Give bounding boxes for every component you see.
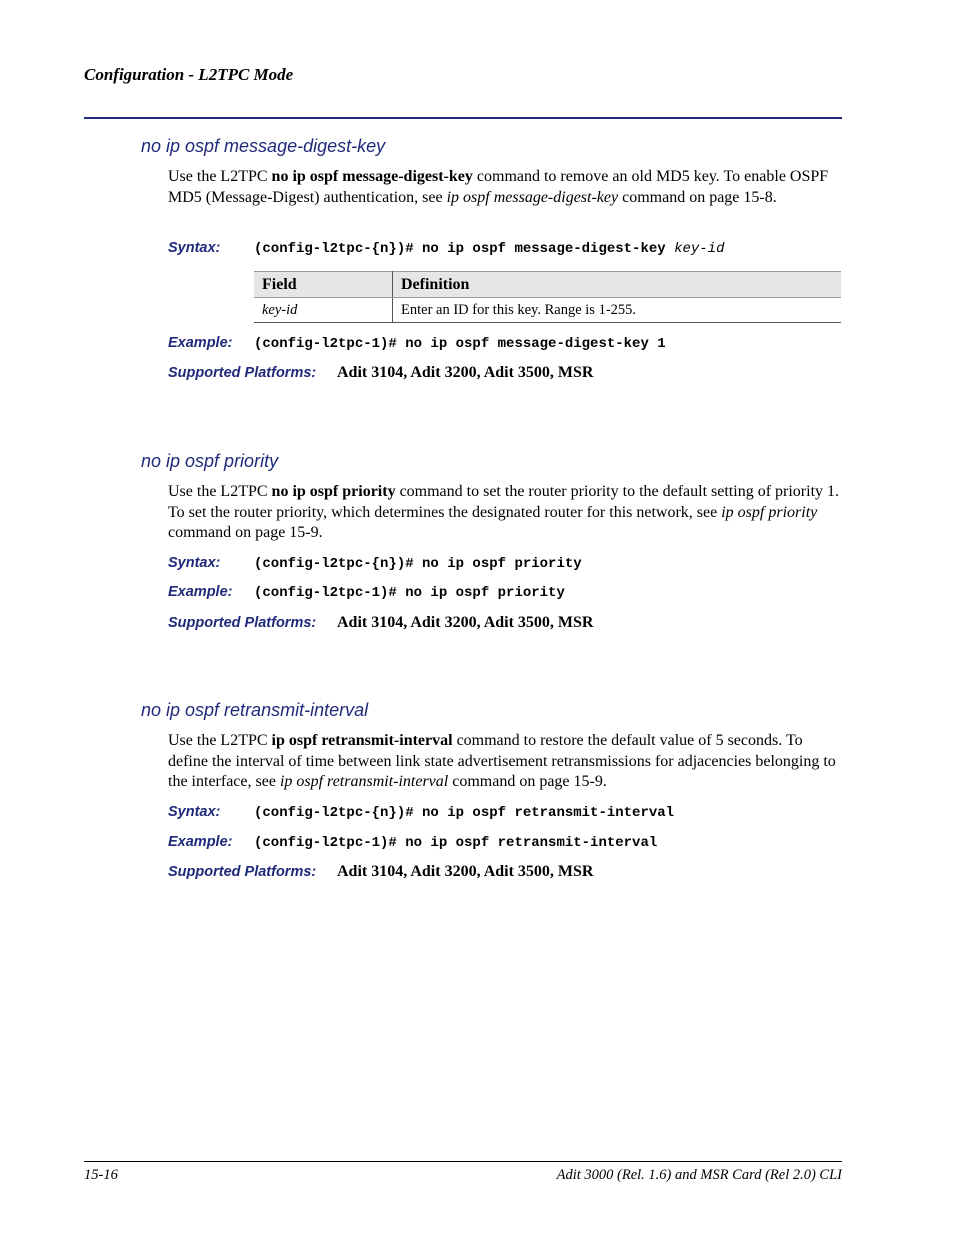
table-header-field: Field (254, 272, 393, 298)
para-text: command to remove an old MD5 key. To enable OSPF MD5 (Message-Digest) authentication, see (168, 168, 829, 206)
syntax-code (254, 241, 725, 257)
platforms-label: Supported Platforms: (168, 864, 317, 880)
document-title: Adit 3000 (Rel. 1.6) and MSR Card (Rel 2.0) CLI (556, 1167, 842, 1183)
platforms-list: Adit 3104, Adit 3200, Adit 3500, MSR (337, 364, 594, 381)
para-text: Use the L2TPC (168, 168, 272, 185)
example-code: (config-l2tpc-1)# no ip ospf retransmit-interval (254, 835, 658, 851)
table-row (254, 298, 841, 323)
description-paragraph (168, 731, 842, 793)
section-title: no ip ospf retransmit-interval (141, 700, 369, 720)
syntax-code: (config-l2tpc-{n})# no ip ospf priority (254, 556, 582, 572)
para-text: Use the L2TPC (168, 732, 272, 749)
command-reference: ip ospf priority (721, 503, 818, 521)
running-header: Configuration - L2TPC Mode (84, 65, 294, 84)
para-text: command to restore the default value of 5 seconds. To define the interval of time between link state advertisement retransmissions for adjacencies belonging to the interface, see (168, 732, 836, 790)
footer-rule (84, 1161, 842, 1162)
platforms-label: Supported Platforms: (168, 365, 317, 381)
command-name: ip ospf retransmit-interval (271, 732, 453, 749)
syntax-command: (config-l2tpc-{n})# no ip ospf message-digest-key (254, 241, 675, 257)
para-text: Use the L2TPC (168, 483, 272, 500)
para-text: command on page 15-9. (448, 773, 607, 790)
header-rule (84, 117, 842, 119)
section-title: no ip ospf priority (141, 451, 279, 471)
syntax-label: Syntax: (168, 555, 221, 571)
platforms-list: Adit 3104, Adit 3200, Adit 3500, MSR (337, 614, 594, 631)
command-reference: ip ospf message-digest-key (446, 188, 619, 206)
command-reference: ip ospf retransmit-interval (279, 773, 449, 790)
table-header-row (254, 272, 841, 298)
field-definition-table (254, 271, 841, 323)
syntax-argument: key-id (674, 241, 725, 257)
section-title: no ip ospf message-digest-key (141, 136, 386, 156)
platforms-list: Adit 3104, Adit 3200, Adit 3500, MSR (337, 863, 594, 880)
example-label: Example: (168, 335, 233, 351)
example-code: (config-l2tpc-1)# no ip ospf message-digest-key 1 (254, 336, 666, 352)
para-text: command to set the router priority to the default setting of priority 1. To set the router priority, which determines the designated router for this network, see (168, 483, 840, 521)
description-paragraph (168, 167, 842, 208)
command-name: no ip ospf message-digest-key (271, 168, 473, 185)
syntax-label: Syntax: (168, 240, 221, 256)
syntax-label: Syntax: (168, 804, 221, 820)
platforms-label: Supported Platforms: (168, 615, 317, 631)
example-label: Example: (168, 834, 233, 850)
table-cell-definition: Enter an ID for this key. Range is 1-255. (393, 298, 842, 323)
example-code: (config-l2tpc-1)# no ip ospf priority (254, 585, 565, 601)
syntax-code: (config-l2tpc-{n})# no ip ospf retransmit-interval (254, 805, 675, 821)
page-number: 15-16 (84, 1167, 118, 1183)
para-text: command on page 15-8. (618, 188, 777, 206)
description-paragraph (168, 482, 842, 544)
example-label: Example: (168, 584, 233, 600)
table-cell-field: key-id (254, 298, 393, 323)
para-text: command on page 15-9. (168, 524, 323, 541)
table-header-definition: Definition (393, 272, 842, 298)
command-name: no ip ospf priority (271, 483, 396, 500)
